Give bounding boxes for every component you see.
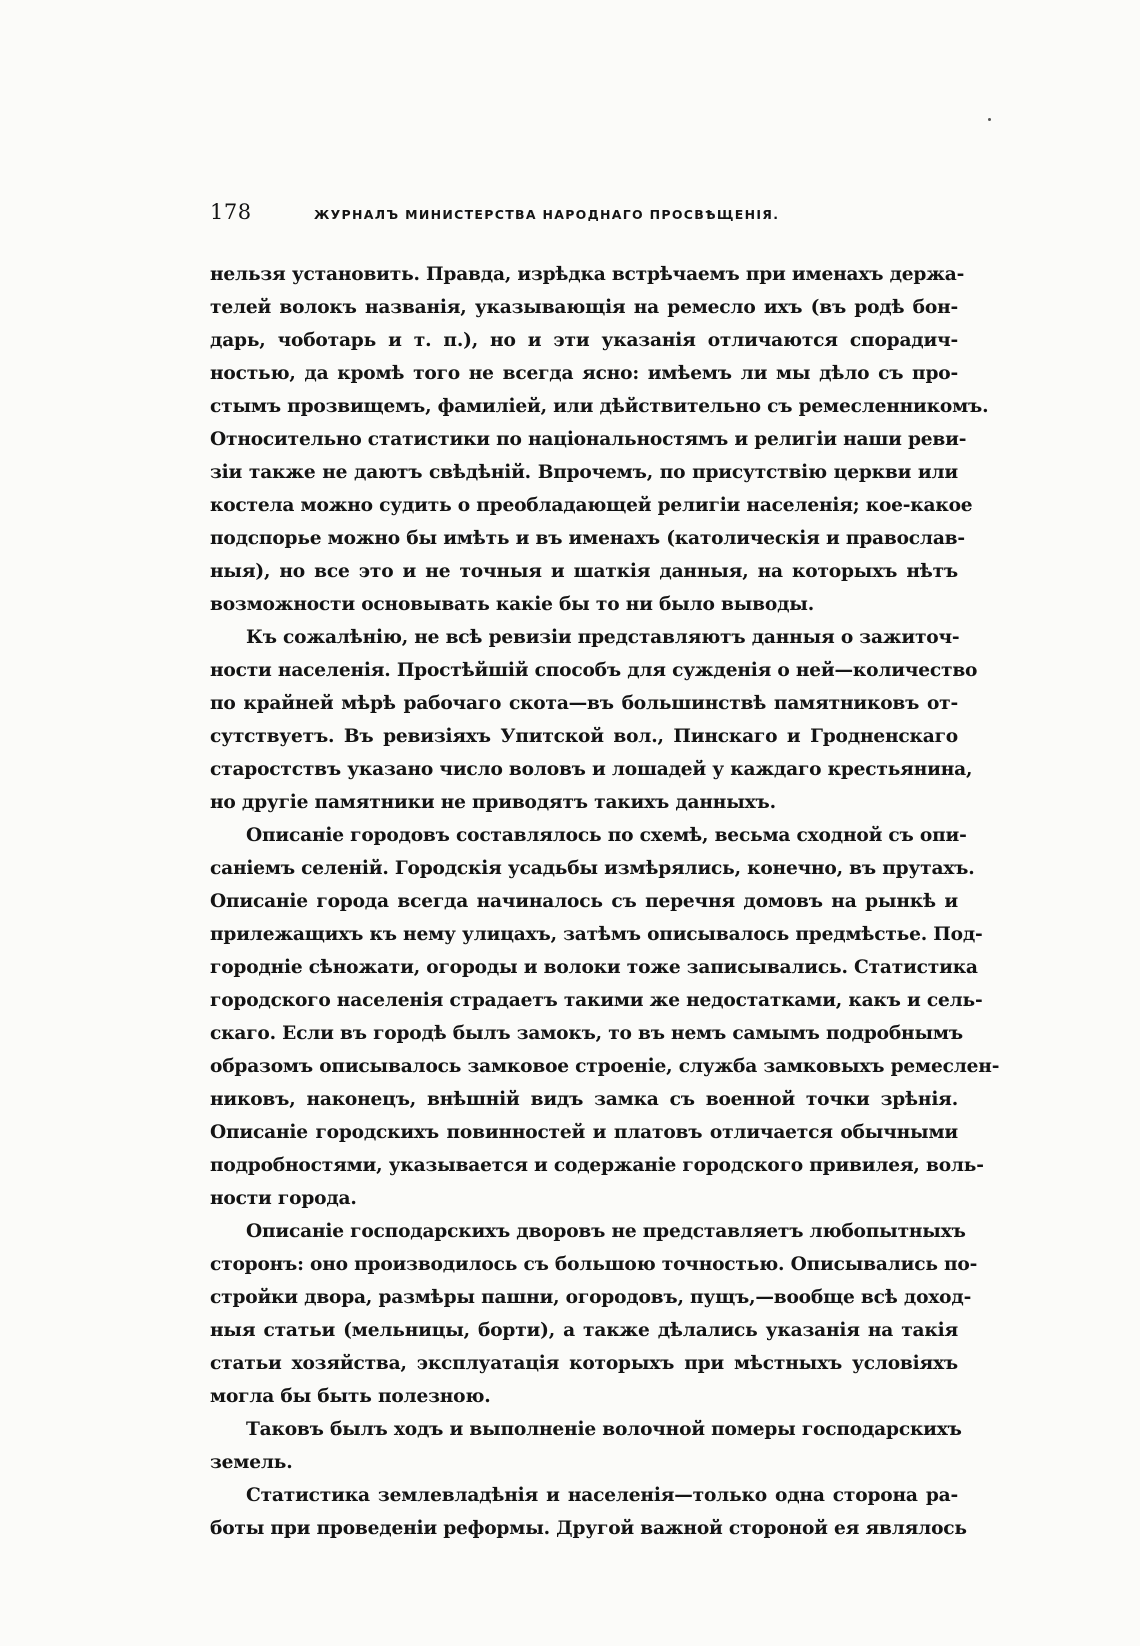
text-line: Описаніе города всегда начиналось съ перечня домовъ на рынкѣ и: [210, 891, 958, 912]
text-line: ныя), но все это и не точныя и шаткія данныя, на которыхъ нѣтъ: [210, 561, 958, 582]
text-line: земель.: [210, 1452, 293, 1473]
text-line: сутствуетъ. Въ ревизіяхъ Упитской вол., Пинскаго и Гродненскаго: [210, 726, 958, 747]
text-line: стымъ прозвищемъ, фамиліей, или дѣйствительно съ ремесленникомъ.: [210, 396, 989, 417]
text-line: Относительно статистики по національностямъ и религіи наши реви-: [210, 429, 967, 450]
text-line: прилежащихъ къ нему улицахъ, затѣмъ описывалось предмѣстье. Под-: [210, 924, 983, 945]
text-line: Описаніе городовъ составлялось по схемѣ, весьма сходной съ опи-: [246, 825, 967, 846]
text-line: по крайней мѣрѣ рабочаго скота—въ большинствѣ памятниковъ от-: [210, 693, 958, 714]
text-line: старостствъ указано число воловъ и лошадей у каждаго крестьянина,: [210, 759, 973, 780]
text-line: ностью, да кромѣ того не всегда ясно: имѣемъ ли мы дѣло съ про-: [210, 363, 958, 384]
running-title: ЖУРНАЛЪ МИНИСТЕРСТВА НАРОДНАГО ПРОСВѢЩЕНІЯ.: [314, 207, 780, 222]
text-line: ности населенія. Простѣйшій способъ для сужденія о ней—количество: [210, 660, 978, 681]
text-line: подспорье можно бы имѣть и въ именахъ (католическія и православ-: [210, 528, 965, 549]
text-line: возможности основывать какіе бы то ни было выводы.: [210, 594, 814, 615]
text-line: боты при проведеніи реформы. Другой важной стороной ея являлось: [210, 1518, 967, 1539]
text-line: саніемъ селеній. Городскія усадьбы измѣрялись, конечно, въ прутахъ.: [210, 858, 975, 879]
text-line: ныя статьи (мельницы, борти), а также дѣлались указанія на такія: [210, 1320, 958, 1341]
text-line: нельзя установить. Правда, изрѣдка встрѣчаемъ при именахъ держа-: [210, 264, 965, 285]
text-line: городніе сѣножати, огороды и волоки тоже записывались. Статистика: [210, 957, 978, 978]
text-line: скаго. Если въ городѣ былъ замокъ, то въ немъ самымъ подробнымъ: [210, 1023, 963, 1044]
text-line: Статистика землевладѣнія и населенія—только одна сторона ра-: [246, 1485, 958, 1506]
text-line: но другіе памятники не приводятъ такихъ данныхъ.: [210, 792, 776, 813]
text-line: могла бы быть полезною.: [210, 1386, 491, 1407]
text-line: статьи хозяйства, эксплуатація которыхъ при мѣстныхъ условіяхъ: [210, 1353, 958, 1374]
text-line: образомъ описывалось замковое строеніе, служба замковыхъ ремеслен-: [210, 1056, 1000, 1077]
text-line: Къ сожалѣнію, не всѣ ревизіи представляютъ данныя о зажиточ-: [246, 627, 960, 648]
scan-speck: [988, 118, 991, 121]
text-line: телей волокъ названія, указывающія на ремесло ихъ (въ родѣ бон-: [210, 297, 958, 318]
page-number: 178: [210, 200, 252, 224]
body-text: [210, 258, 1000, 1545]
text-line: никовъ, наконецъ, внѣшній видъ замка съ военной точки зрѣнія.: [210, 1089, 958, 1110]
text-line: зіи также не даютъ свѣдѣній. Впрочемъ, по присутствію церкви или: [210, 462, 958, 483]
text-line: Описаніе господарскихъ дворовъ не представляетъ любопытныхъ: [246, 1221, 966, 1242]
text-line: дарь, чоботарь и т. п.), но и эти указанія отличаются спорадич-: [210, 330, 958, 351]
text-line: костела можно судить о преобладающей религіи населенія; кое-какое: [210, 495, 973, 516]
text-line: подробностями, указывается и содержаніе городского привилея, воль-: [210, 1155, 984, 1176]
document-page: [210, 200, 1000, 1545]
text-line: Описаніе городскихъ повинностей и платовъ отличается обычными: [210, 1122, 958, 1143]
text-line: Таковъ былъ ходъ и выполненіе волочной померы господарскихъ: [246, 1419, 962, 1440]
text-line: сторонъ: оно производилось съ большою точностью. Описывались по-: [210, 1254, 978, 1275]
text-line: ности города.: [210, 1188, 357, 1209]
text-line: городского населенія страдаетъ такими же недостатками, какъ и сель-: [210, 990, 983, 1011]
text-line: стройки двора, размѣры пашни, огородовъ, пущъ,—вообще всѣ доход-: [210, 1287, 972, 1308]
page-header: [210, 200, 958, 234]
